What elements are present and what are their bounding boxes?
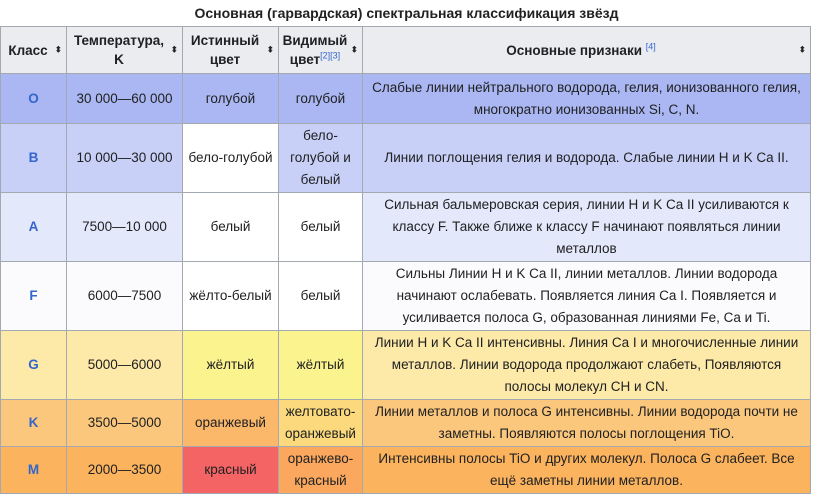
class-cell[interactable]: M [1,447,67,494]
visible-color-cell: голубой [279,74,363,124]
true-color-cell: жёлтый [183,331,279,400]
visible-color-cell: белый [279,262,363,331]
header-visible-color-line1: Видимый [282,33,348,48]
sort-icon[interactable]: ⬍ [798,44,806,55]
spectral-classification-table [0,26,811,494]
table-row [1,400,811,447]
true-color-cell: голубой [183,74,279,124]
temperature-cell: 6000—7500 [67,262,183,331]
class-cell[interactable]: O [1,74,67,124]
header-true-color-line1: Истинный [190,33,260,48]
features-cell: Линии металлов и полоса G интенсивны. Линии водорода почти не заметны. Появляются полосы поглощения TiO. [363,400,811,447]
header-class[interactable] [1,27,67,74]
visible-color-reference-link[interactable]: [2][3] [320,50,341,61]
temperature-cell: 7500—10 000 [67,193,183,262]
sort-icon[interactable]: ⬍ [266,44,274,55]
header-true-color-line2: цвет [209,52,241,67]
header-temperature-line1: Температура, [73,33,165,48]
table-caption: Основная (гарвардская) спектральная классификация звёзд [194,5,619,21]
true-color-cell: оранжевый [183,400,279,447]
class-cell[interactable]: G [1,331,67,400]
features-cell: Сильны Линии H и K Ca II, линии металлов. Линии водорода начинают ослабевать. Появляется линия Ca I. Появляется и усиливается полоса G, образованная линиями Fe, Ca и Ti. [363,262,811,331]
table-row [1,331,811,400]
header-temperature[interactable] [67,27,183,74]
visible-color-cell: оранжево-красный [279,447,363,494]
temperature-cell: 10 000—30 000 [67,124,183,193]
true-color-cell: белый [183,193,279,262]
true-color-cell: жёлто-белый [183,262,279,331]
header-row [1,27,811,74]
features-cell: Линии поглощения гелия и водорода. Слабые линии H и K Ca II. [363,124,811,193]
features-cell: Сильная бальмеровская серия, линии H и K Ca II усиливаются к классу F. Также ближе к классу F начинают появляться линии металлов [363,193,811,262]
header-visible-color[interactable] [279,27,363,74]
features-cell: Интенсивны полосы TiO и других молекул. Полоса G слабеет. Все ещё заметны линии металлов. [363,447,811,494]
features-cell: Слабые линии нейтрального водорода, гелия, ионизованного гелия, многократно ионизованных Si, C, N. [363,74,811,124]
header-features-label: Основные признаки [506,42,646,58]
table-row [1,262,811,331]
class-cell[interactable]: A [1,193,67,262]
visible-color-cell: желтовато-оранжевый [279,400,363,447]
header-class-label: Класс [8,42,48,58]
visible-color-cell: белый [279,193,363,262]
class-cell[interactable]: K [1,400,67,447]
class-cell[interactable]: F [1,262,67,331]
table-row [1,193,811,262]
features-reference-link[interactable]: [4] [645,41,656,51]
visible-color-cell: жёлтый [279,331,363,400]
sort-icon[interactable]: ⬍ [170,44,178,55]
table-row [1,124,811,193]
sort-icon[interactable]: ⬍ [54,44,62,55]
header-temperature-line2: K [114,52,124,67]
class-cell[interactable]: B [1,124,67,193]
table-row [1,447,811,494]
visible-color-cell: бело-голубой и белый [279,124,363,193]
header-visible-color-line2: цвет [289,52,321,67]
sort-icon[interactable]: ⬍ [350,44,358,55]
temperature-cell: 5000—6000 [67,331,183,400]
temperature-cell: 3500—5000 [67,400,183,447]
header-true-color[interactable] [183,27,279,74]
temperature-cell: 2000—3500 [67,447,183,494]
features-cell: Линии H и K Ca II интенсивны. Линия Ca I и многочисленные линии металлов. Линии водорода продолжают слабеть, Появляются полосы молекул CH и CN. [363,331,811,400]
true-color-cell: красный [183,447,279,494]
table-row [1,74,811,124]
temperature-cell: 30 000—60 000 [67,74,183,124]
true-color-cell: бело-голубой [183,124,279,193]
header-features[interactable] [363,27,811,74]
